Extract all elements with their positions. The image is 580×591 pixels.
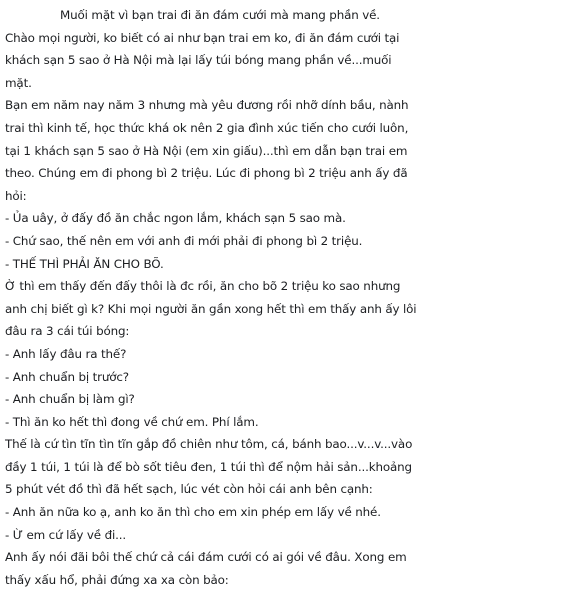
post-line: đâu ra 3 cái túi bóng: [5,324,130,339]
post-line: Ờ thì em thấy đến đấy thôi là đc rồi, ăn cho bõ 2 triệu ko sao nhưng [5,279,401,294]
post-line: Chào mọi người, ko biết có ai như bạn trai em ko, đi ăn đám cưới tại [5,30,400,45]
dialogue-line: - THẾ THÌ PHẢI ĂN CHO BÕ. [5,256,164,271]
post-title: Muối mặt vì bạn trai đi ăn đám cưới mà mang phần về. [60,8,380,22]
post-line: mặt. [5,75,32,90]
dialogue-line: - Anh chuẩn bị trước? [5,369,129,384]
post-line: trai thì kinh tế, học thức khá ok nên 2 gia đình xúc tiến cho cưới luôn, [5,120,409,135]
post-line: Anh ấy nói đãi bôi thế chứ cả cái đám cưới có ai gói về đâu. Xong em [5,550,407,565]
dialogue-line: - Chứ sao, thế nên em với anh đi mới phải đi phong bì 2 triệu. [5,233,363,248]
post-line: đầy 1 túi, 1 túi là để bò sốt tiêu đen, 1 túi thì để nộm hải sản...khoảng [5,459,412,474]
dialogue-line: - Anh ăn nữa ko ạ, anh ko ăn thì cho em xin phép em lấy về nhé. [5,505,381,520]
post-line: khách sạn 5 sao ở Hà Nội mà lại lấy túi bóng mang phần về...muối [5,53,392,68]
dialogue-line: - Anh chuẩn bị làm gì? [5,392,135,407]
dialogue-line: - Ủa uây, ở đấy đồ ăn chắc ngon lắm, khách sạn 5 sao mà. [5,211,346,226]
post-line: Thế là cứ tìn tĩn tìn tĩn gắp đồ chiên như tôm, cá, bánh bao...v...v...vào [5,437,413,452]
post-line: 5 phút vét đồ thì đã hết sạch, lúc vét còn hỏi cái anh bên cạnh: [5,482,373,497]
dialogue-line: - Thì ăn ko hết thì đong về chứ em. Phí lắm. [5,414,259,429]
dialogue-line: - Ừ em cứ lấy về đi... [5,527,127,542]
post-body [5,4,577,591]
post-line: anh chị biết gì k? Khi mọi người ăn gần xong hết thì em thấy anh ấy lôi [5,301,417,316]
post-line: tại 1 khách sạn 5 sao ở Hà Nội (em xin giấu)...thì em dẫn bạn trai em [5,143,408,158]
post-line: thấy xấu hổ, phải đứng xa xa còn bảo: [5,572,229,587]
post-line: hỏi: [5,188,27,203]
post-line: Bạn em năm nay năm 3 nhưng mà yêu đương rồi nhỡ dính bầu, nành [5,98,409,113]
post-line: theo. Chúng em đi phong bì 2 triệu. Lúc đi phong bì 2 triệu anh ấy đã [5,166,408,181]
dialogue-line: - Anh lấy đâu ra thế? [5,346,127,361]
